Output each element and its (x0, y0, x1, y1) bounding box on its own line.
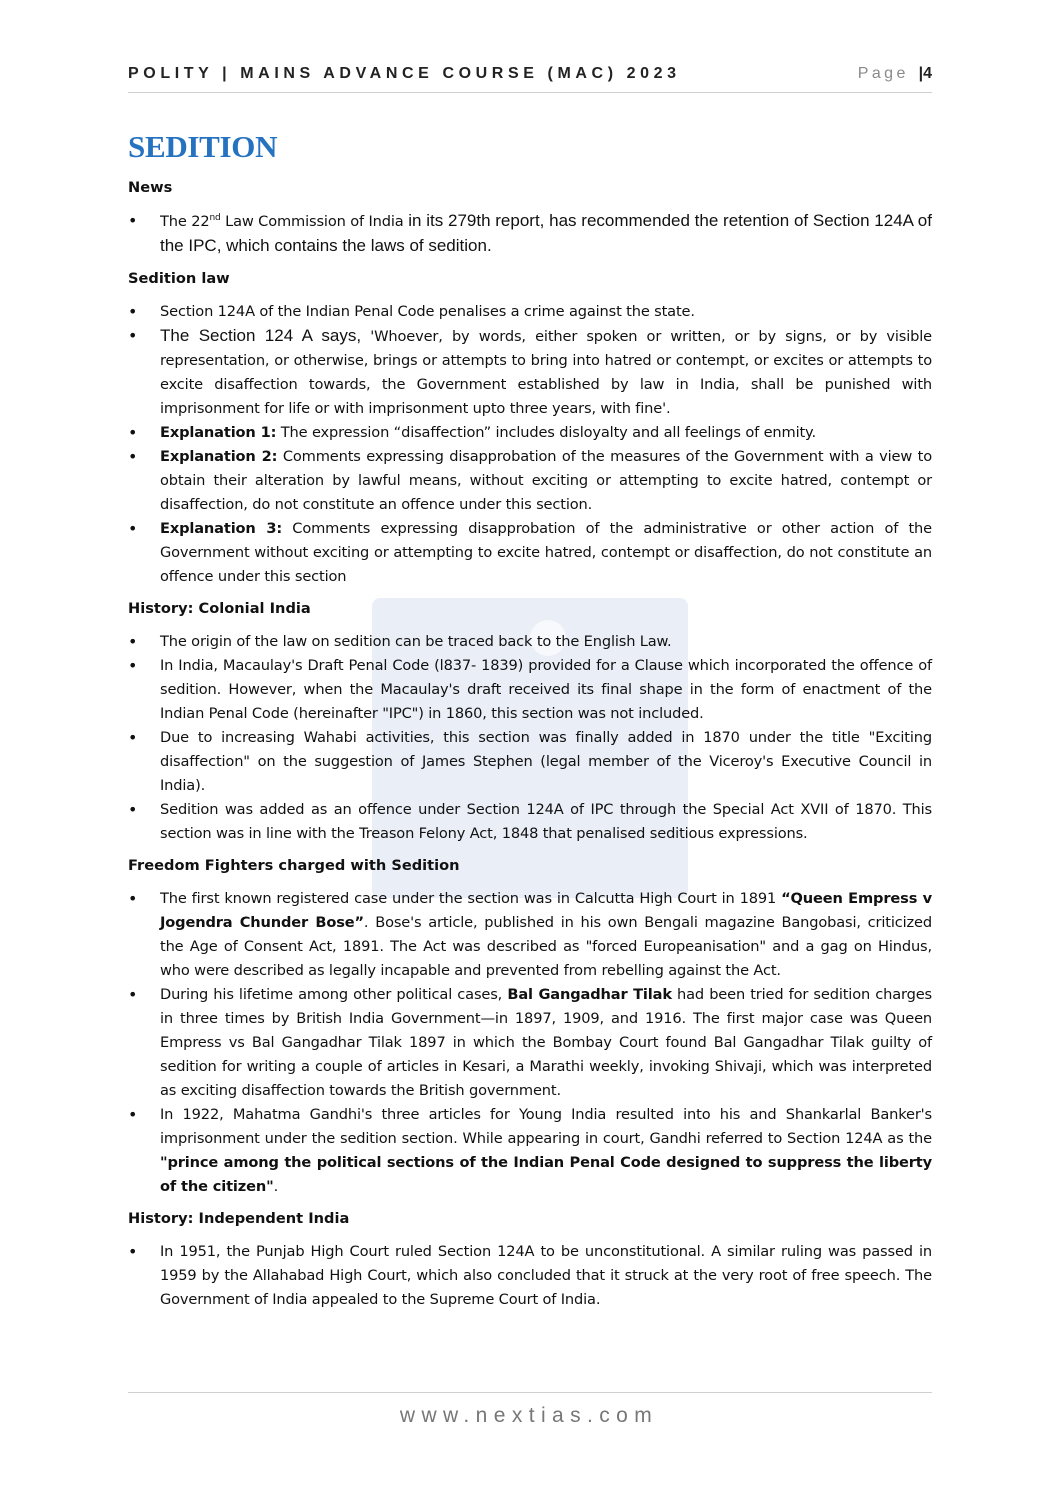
news-list (128, 209, 932, 259)
text-run: During his lifetime among other political cases, (160, 986, 508, 1003)
footer-website: www.nextias.com (399, 1404, 659, 1427)
text-run: in its 279th report, has recommended the retention of Section 124A of the IPC, which contains the laws of sedition. (160, 211, 932, 255)
list-item: • Section 124A of the Indian Penal Code penalises a crime against the state. (128, 300, 932, 324)
list-item (128, 209, 932, 259)
text-run: The 22 (160, 213, 210, 230)
text-run: . (273, 1178, 279, 1195)
text-run: The Section 124 A says, (160, 326, 362, 345)
section-heading-freedom-fighters: Freedom Fighters charged with Sedition (128, 857, 460, 874)
page-label: Page (857, 65, 909, 82)
list-item: • Due to increasing Wahabi activities, this section was finally added in 1870 under the title "Exciting disaffection" on the suggestion of James Stephen (legal member of the Viceroy's Executive Council in India). (128, 726, 932, 798)
bold-run: Explanation 2: (160, 448, 278, 465)
independent-list (128, 1240, 932, 1312)
list-item: • In 1951, the Punjab High Court ruled Section 124A to be unconstitutional. A similar ruling was passed in 1959 by the Allahabad High Court, which also concluded that it struck at the very root of free speech. The Government of India appealed to the Supreme Court of India. (128, 1240, 932, 1312)
page-title: SEDITION (128, 129, 278, 164)
text-run: had been tried for sedition charges in three times by British India Government—in 1897, 1909, and 1916. The first major case was Queen Empress vs Bal Gangadhar Tilak 1897 in which the Bombay Court found Bal Gangadhar Tilak guilty of sedition for writing a couple of articles in Kesari, a Marathi weekly, invoking Shivaji, which was interpreted as exciting disaffection towards the British government. (160, 986, 932, 1099)
bold-run: Explanation 1: (160, 424, 277, 441)
list-item: • Sedition was added as an offence under Section 124A of IPC through the Special Act XVII of 1870. This section was in line with the Treason Felony Act, 1848 that penalised seditious expressions. (128, 798, 932, 846)
text-run: 'Whoever, by words, either spoken or written, or by signs, or by visible representation, or otherwise, brings or attempts to bring into hatred or contempt, or excites or attempts to excite disaffection towards, the Government established by law in India, shall be punished with imprisonment for life or with imprisonment upto three years, with fine'. (160, 328, 932, 417)
list-item (128, 983, 932, 1103)
bold-run: "prince among the political sections of the Indian Penal Code designed to suppress the liberty of the citizen" (160, 1154, 932, 1195)
list-item (128, 1103, 932, 1199)
sedition-law-list (128, 300, 932, 589)
bold-run: Bal Gangadhar Tilak (507, 986, 672, 1003)
text-run: The first known registered case under the section was in Calcutta High Court in 1891 (160, 890, 782, 907)
text-run: In 1922, Mahatma Gandhi's three articles for Young India resulted into his and Shankarlal Banker's imprisonment under the sedition section. While appearing in court, Gandhi referred to Section 124A as the (160, 1106, 932, 1147)
text-run: The expression “disaffection” includes disloyalty and all feelings of enmity. (276, 424, 816, 441)
document-body (128, 128, 932, 1322)
section-heading-independent: History: Independent India (128, 1210, 350, 1227)
colonial-list (128, 630, 932, 846)
bold-run: “Queen Empress v Jogendra Chunder Bose” (160, 890, 932, 931)
text-run: Comments expressing disapprobation of the administrative or other action of the Government without exciting or attempting to excite hatred, contempt or disaffection, do not constitute an offence under this section (160, 520, 932, 585)
freedom-fighters-list (128, 887, 932, 1199)
page-number: 4 (923, 65, 932, 82)
list-item (128, 324, 932, 421)
page-separator: | (918, 65, 924, 82)
list-item (128, 887, 932, 983)
section-heading-sedition-law: Sedition law (128, 270, 230, 287)
list-item: • In India, Macaulay's Draft Penal Code (l837- 1839) provided for a Clause which incorporated the offence of sedition. However, when the Macaulay's draft received its final shape in the form of enactment of the Indian Penal Code (hereinafter "IPC") in 1860, this section was not included. (128, 654, 932, 726)
superscript: nd (209, 213, 221, 224)
page-indicator (858, 65, 932, 83)
list-item (128, 421, 932, 445)
text-run: Law Commission of India (220, 213, 404, 230)
footer-divider (128, 1392, 932, 1393)
section-heading-news: News (128, 179, 173, 196)
text-run: . Bose's article, published in his own Bengali magazine Bangobasi, criticized the Age of Consent Act, 1891. The Act was described as "forced Europeanisation" and a gag on Hindus, who were described as legally incapable and prevented from rebelling against the Act. (160, 914, 932, 979)
header-title: POLITY | MAINS ADVANCE COURSE (MAC) 2023 (128, 65, 681, 82)
list-item: • The origin of the law on sedition can be traced back to the English Law. (128, 630, 932, 654)
list-item (128, 517, 932, 589)
page-header (128, 62, 932, 93)
text-run: Comments expressing disapprobation of the measures of the Government with a view to obtain their alteration by lawful means, without exciting or attempting to excite hatred, contempt or disaffection, do not constitute an offence under this section. (160, 448, 932, 513)
section-heading-colonial: History: Colonial India (128, 600, 311, 617)
bold-run: Explanation 3: (160, 520, 283, 537)
list-item (128, 445, 932, 517)
